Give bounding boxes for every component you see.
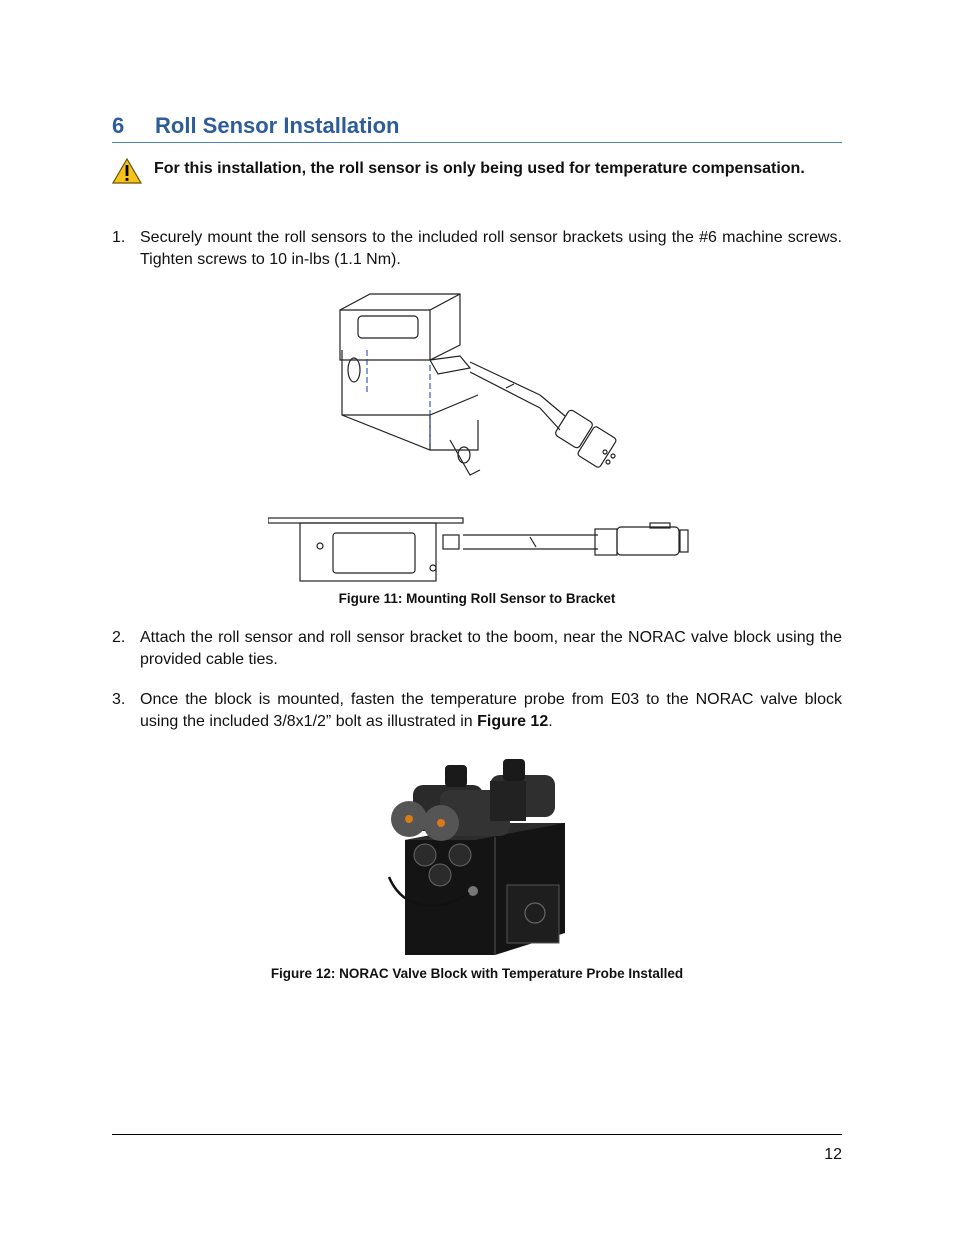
step-text: Securely mount the roll sensors to the included roll sensor brackets using the #6 machine screws. Tighten screws to 10 in-lbs (1.1 Nm). bbox=[140, 229, 842, 268]
step-text-part: . bbox=[548, 713, 553, 730]
step-3 bbox=[112, 689, 842, 733]
step-text bbox=[140, 689, 842, 733]
figure-caption: Figure 12: NORAC Valve Block with Temperature Probe Installed bbox=[270, 966, 684, 981]
warning-text: For this installation, the roll sensor is only being used for temperature compensation. bbox=[154, 160, 805, 177]
step-1 bbox=[112, 227, 842, 271]
warning-triangle-icon bbox=[112, 158, 142, 189]
norac-valve-block-figure bbox=[385, 755, 585, 960]
step-number: 1. bbox=[112, 229, 126, 246]
step-number: 2. bbox=[112, 629, 126, 646]
step-text-part: Once the block is mounted, fasten the temperature probe from E03 to the NORAC valve block using the included 3/8x1/2” bolt as illustrated in bbox=[140, 691, 842, 730]
roll-sensor-bracket-flat-figure bbox=[268, 513, 693, 585]
figure-reference: Figure 12 bbox=[477, 713, 549, 730]
roll-sensor-bracket-iso-figure bbox=[330, 290, 650, 500]
step-2 bbox=[112, 627, 842, 671]
warning-note bbox=[112, 158, 842, 180]
step-text: Attach the roll sensor and roll sensor bracket to the boom, near the NORAC valve block using the provided cable ties. bbox=[140, 629, 842, 668]
figure-caption: Figure 11: Mounting Roll Sensor to Bracket bbox=[338, 591, 616, 606]
section-title: Roll Sensor Installation bbox=[155, 113, 400, 138]
section-number: 6 bbox=[112, 113, 125, 138]
footer-rule bbox=[112, 1134, 842, 1135]
step-number: 3. bbox=[112, 691, 126, 708]
section-heading bbox=[112, 112, 842, 143]
page-number: 12 bbox=[824, 1146, 842, 1163]
